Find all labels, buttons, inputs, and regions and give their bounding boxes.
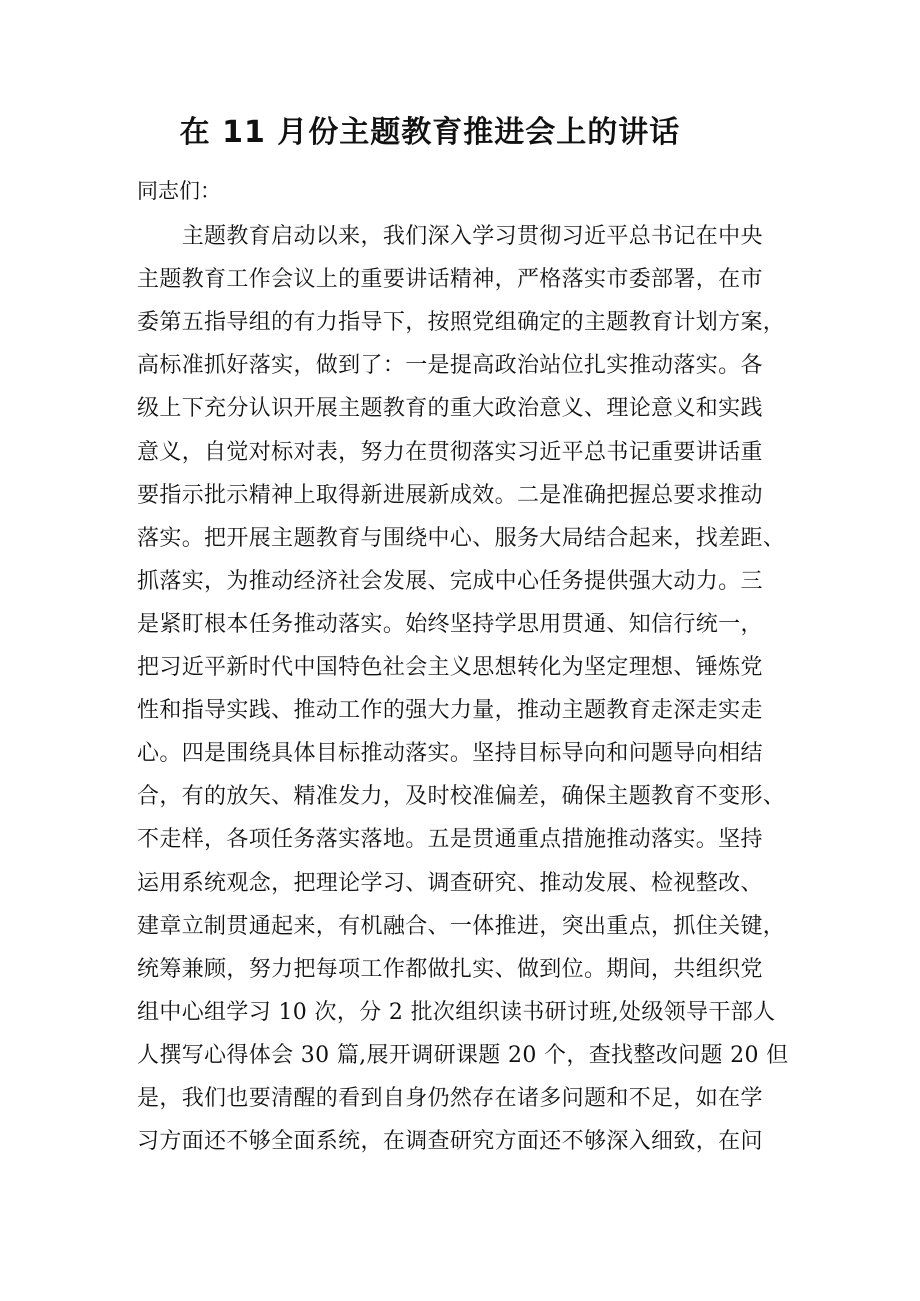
paragraph-line: 主题教育启动以来，我们深入学习贯彻习近平总书记在中央 xyxy=(137,224,763,249)
paragraph-line: 建章立制贯通起来，有机融合、一体推进，突出重点，抓住关键， xyxy=(137,913,786,939)
paragraph-line: 人撰写心得体会 30 篇,展开调研课题 20 个，查找整改问题 20 但 xyxy=(137,1042,789,1068)
paragraph-line: 不走样，各项任务落实落地。五是贯通重点措施推动落实。坚持 xyxy=(137,827,763,853)
paragraph-line: 主题教育工作会议上的重要讲话精神，严格落实市委部署，在市 xyxy=(137,267,763,293)
paragraph-line: 落实。把开展主题教育与围绕中心、服务大局结合起来，找差距、 xyxy=(137,525,786,551)
paragraph-line: 意义，自觉对标对表，努力在贯彻落实习近平总书记重要讲话重 xyxy=(137,439,763,465)
paragraph-line: 要指示批示精神上取得新进展新成效。二是准确把握总要求推动 xyxy=(137,482,763,508)
paragraph-line: 委第五指导组的有力指导下，按照党组确定的主题教育计划方案， xyxy=(137,310,786,336)
paragraph-line: 统筹兼顾，努力把每项工作都做扎实、做到位。期间，共组织党 xyxy=(137,956,763,982)
page-title: 在 11 月份主题教育推进会上的讲话 xyxy=(179,115,681,150)
paragraph-line: 级上下充分认识开展主题教育的重大政治意义、理论意义和实践 xyxy=(137,396,763,422)
paragraph-line: 组中心组学习 10 次，分 2 批次组织读书研讨班,处级领导干部人 xyxy=(137,999,776,1025)
paragraph-line: 是紧盯根本任务推动落实。始终坚持学思用贯通、知信行统一， xyxy=(137,611,763,637)
paragraph-line: 习方面还不够全面系统，在调查研究方面还不够深入细致，在问 xyxy=(137,1129,763,1155)
paragraph-line: 心。四是围绕具体目标推动落实。坚持目标导向和问题导向相结 xyxy=(137,741,763,767)
paragraph-line: 运用系统观念，把理论学习、调查研究、推动发展、检视整改、 xyxy=(137,870,763,896)
paragraph-line: 高标准抓好落实，做到了：一是提高政治站位扎实推动落实。各 xyxy=(137,353,763,379)
paragraph-line: 性和指导实践、推动工作的强大力量，推动主题教育走深走实走 xyxy=(137,698,763,724)
salutation: 同志们： xyxy=(137,179,221,203)
paragraph-line: 抓落实，为推动经济社会发展、完成中心任务提供强大动力。三 xyxy=(137,568,763,594)
paragraph-line: 把习近平新时代中国特色社会主义思想转化为坚定理想、锤炼党 xyxy=(137,655,763,680)
paragraph-line: 合，有的放矢、精准发力，及时校准偏差，确保主题教育不变形、 xyxy=(137,784,786,810)
paragraph-line: 是，我们也要清醒的看到自身仍然存在诸多问题和不足，如在学 xyxy=(137,1086,763,1111)
